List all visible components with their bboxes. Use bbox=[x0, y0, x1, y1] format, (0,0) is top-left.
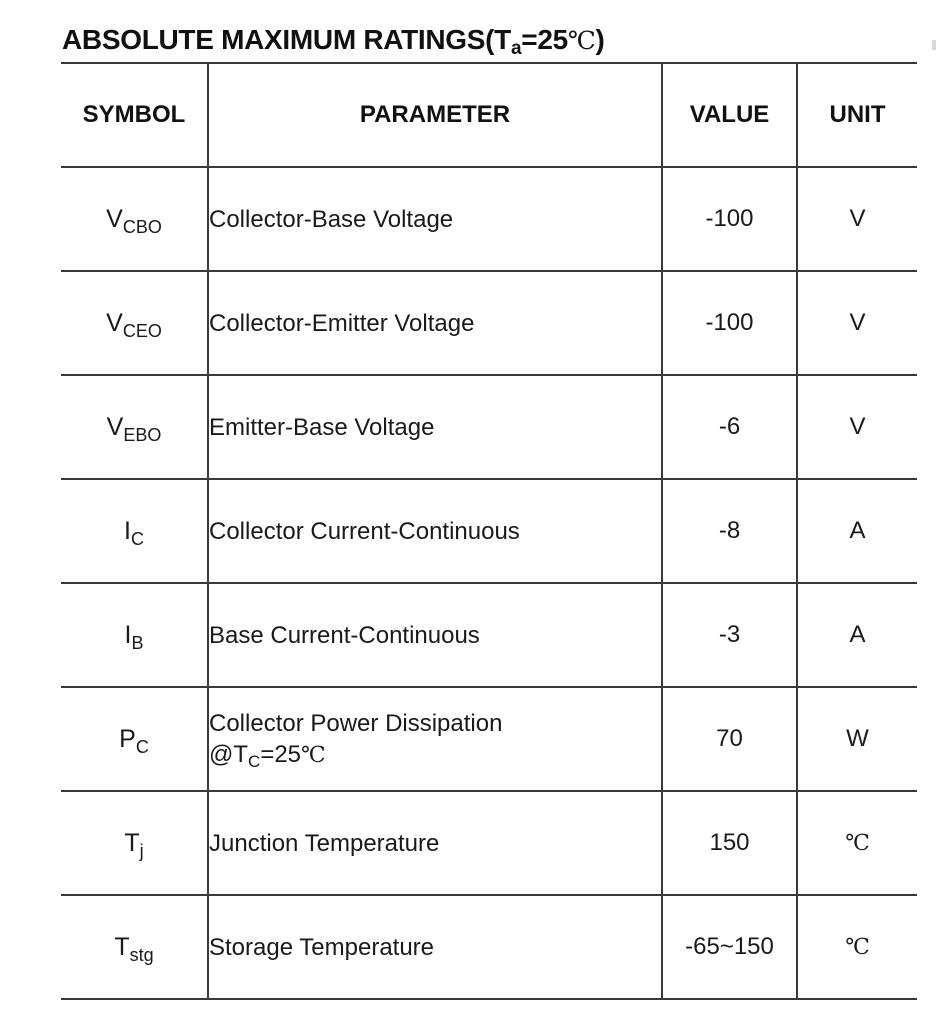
value-cell: -100 bbox=[662, 271, 797, 375]
symbol-cell bbox=[61, 687, 208, 791]
page-title bbox=[62, 24, 605, 59]
symbol-letter: I bbox=[124, 516, 131, 545]
symbol-cell bbox=[61, 167, 208, 271]
header-value: VALUE bbox=[662, 63, 797, 167]
parameter-cell: Emitter-Base Voltage bbox=[208, 375, 662, 479]
table-row bbox=[61, 167, 917, 271]
parameter-cell: Junction Temperature bbox=[208, 791, 662, 895]
symbol-subscript: EBO bbox=[123, 424, 162, 445]
value-cell: -6 bbox=[662, 375, 797, 479]
symbol-subscript: C bbox=[130, 528, 144, 549]
table-row bbox=[61, 583, 917, 687]
table-row bbox=[61, 687, 917, 791]
symbol-letter: T bbox=[114, 932, 130, 961]
value-cell: -8 bbox=[662, 479, 797, 583]
condition-degree-unit: ℃ bbox=[301, 742, 326, 768]
unit-cell: V bbox=[797, 375, 917, 479]
parameter-cell: Collector-Base Voltage bbox=[208, 167, 662, 271]
header-symbol: SYMBOL bbox=[61, 63, 208, 167]
parameter-cell: Collector-Emitter Voltage bbox=[208, 271, 662, 375]
symbol-cell bbox=[61, 895, 208, 999]
title-text: ABSOLUTE MAXIMUM RATINGS(T bbox=[62, 24, 511, 55]
unit-cell bbox=[797, 791, 917, 895]
title-degree-unit: ℃ bbox=[567, 26, 596, 55]
parameter-cell: Collector Current-Continuous bbox=[208, 479, 662, 583]
edge-artifact bbox=[932, 40, 936, 50]
unit-cell: A bbox=[797, 479, 917, 583]
table-row bbox=[61, 791, 917, 895]
symbol-letter: T bbox=[124, 828, 140, 857]
title-close: ) bbox=[595, 24, 605, 55]
unit-cell bbox=[797, 895, 917, 999]
symbol-letter: V bbox=[106, 204, 123, 233]
unit-cell: A bbox=[797, 583, 917, 687]
degree-unit: ℃ bbox=[845, 935, 870, 960]
parameter-cell: Base Current-Continuous bbox=[208, 583, 662, 687]
symbol-letter: P bbox=[119, 724, 136, 753]
symbol-subscript: j bbox=[139, 840, 144, 861]
value-cell: 150 bbox=[662, 791, 797, 895]
symbol-letter: I bbox=[124, 620, 132, 649]
parameter-line-2 bbox=[209, 739, 661, 771]
unit-cell: V bbox=[797, 271, 917, 375]
parameter-line-1: Collector Power Dissipation bbox=[209, 709, 503, 737]
symbol-cell bbox=[61, 375, 208, 479]
symbol-letter: V bbox=[106, 308, 123, 337]
title-subscript: a bbox=[510, 38, 522, 59]
degree-unit: ℃ bbox=[845, 831, 870, 856]
table-row bbox=[61, 271, 917, 375]
header-unit: UNIT bbox=[797, 63, 917, 167]
value-cell: -65~150 bbox=[662, 895, 797, 999]
table-row bbox=[61, 479, 917, 583]
symbol-letter: V bbox=[106, 412, 124, 441]
ratings-table bbox=[61, 62, 917, 1000]
title-tail: =25 bbox=[521, 24, 568, 55]
symbol-cell bbox=[61, 479, 208, 583]
condition-suffix: =25 bbox=[260, 740, 302, 768]
table-row bbox=[61, 895, 917, 999]
header-parameter: PARAMETER bbox=[208, 63, 662, 167]
symbol-cell bbox=[61, 791, 208, 895]
condition-prefix: @T bbox=[209, 740, 249, 768]
unit-cell: W bbox=[797, 687, 917, 791]
value-cell: 70 bbox=[662, 687, 797, 791]
symbol-subscript: C bbox=[135, 736, 149, 757]
parameter-cell: Storage Temperature bbox=[208, 895, 662, 999]
condition-subscript: C bbox=[248, 751, 261, 771]
symbol-subscript: B bbox=[131, 632, 144, 653]
unit-cell: V bbox=[797, 167, 917, 271]
value-cell: -100 bbox=[662, 167, 797, 271]
symbol-cell bbox=[61, 583, 208, 687]
parameter-cell bbox=[208, 687, 662, 791]
table-header-row bbox=[61, 63, 917, 167]
value-cell: -3 bbox=[662, 583, 797, 687]
symbol-cell bbox=[61, 271, 208, 375]
symbol-subscript: CEO bbox=[122, 320, 162, 341]
symbol-subscript: stg bbox=[129, 944, 154, 965]
table-row bbox=[61, 375, 917, 479]
symbol-subscript: CBO bbox=[122, 216, 162, 237]
